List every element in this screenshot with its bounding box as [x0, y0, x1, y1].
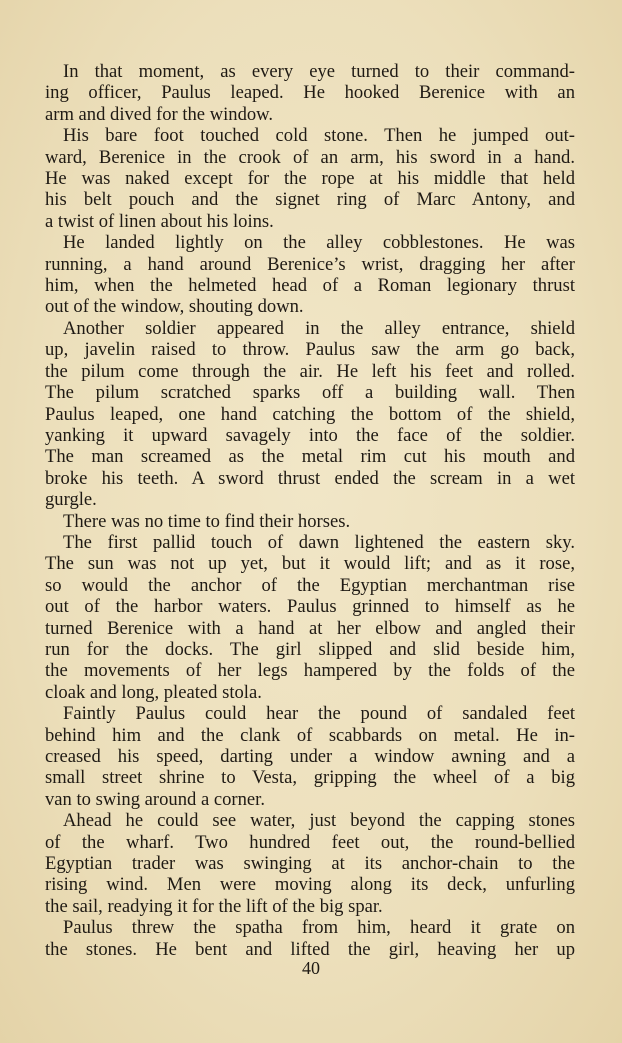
text-line: broke his teeth. A sword thrust ended the scream in a wet — [45, 467, 575, 489]
text-line: so would the anchor of the Egyptian merchantman rise — [45, 574, 575, 596]
paragraph — [45, 511, 575, 532]
text-line: turned Berenice with a hand at her elbow and angled their — [45, 617, 575, 639]
text-line: out of the window, shouting down. — [45, 296, 304, 318]
paragraph — [45, 61, 575, 125]
text-line: Ahead he could see water, just beyond the capping stones — [63, 810, 575, 832]
text-line: the sail, readying it for the lift of the big spar. — [45, 895, 383, 917]
paragraph — [45, 917, 575, 960]
text-line: up, javelin raised to throw. Paulus saw the arm go back, — [45, 339, 575, 361]
text-line: Paulus leaped, one hand catching the bottom of the shield, — [45, 403, 575, 425]
paragraph — [45, 318, 575, 511]
paragraph — [45, 532, 575, 703]
text-line: He was naked except for the rope at his middle that held — [45, 168, 575, 190]
text-line: cloak and long, pleated stola. — [45, 681, 262, 703]
text-line: gurgle. — [45, 489, 97, 511]
text-line: running, a hand around Berenice’s wrist, dragging her after — [45, 253, 575, 275]
text-line: There was no time to find their horses. — [63, 510, 351, 532]
text-line: the stones. He bent and lifted the girl, heaving her up — [45, 938, 575, 960]
body-text — [45, 61, 575, 960]
text-line: ing officer, Paulus leaped. He hooked Berenice with an — [45, 82, 575, 104]
text-line: He landed lightly on the alley cobblestones. He was — [63, 232, 575, 254]
paragraph — [45, 125, 575, 232]
text-line: the movements of her legs hampered by the folds of the — [45, 660, 575, 682]
text-line: the pilum come through the air. He left his feet and rolled. — [45, 360, 575, 382]
text-line: out of the harbor waters. Paulus grinned to himself as he — [45, 596, 575, 618]
text-line: Egyptian trader was swinging at its anchor-chain to the — [45, 853, 575, 875]
text-line: rising wind. Men were moving along its deck, unfurling — [45, 874, 575, 896]
text-line: yanking it upward savagely into the face of the soldier. — [45, 424, 575, 446]
page-number: 40 — [302, 958, 320, 978]
text-line: The first pallid touch of dawn lightened the eastern sky. — [63, 531, 575, 553]
text-line: Paulus threw the spatha from him, heard it grate on — [63, 917, 575, 939]
text-line: The man screamed as the metal rim cut his mouth and — [45, 446, 575, 468]
text-line: his belt pouch and the signet ring of Marc Antony, and — [45, 189, 575, 211]
text-line: him, when the helmeted head of a Roman legionary thrust — [45, 275, 575, 297]
text-line: small street shrine to Vesta, gripping the wheel of a big — [45, 767, 575, 789]
text-line: creased his speed, darting under a window awning and a — [45, 746, 575, 767]
paragraph — [45, 232, 575, 318]
text-line: Another soldier appeared in the alley entrance, shield — [63, 317, 575, 339]
text-line: of the wharf. Two hundred feet out, the round-bellied — [45, 831, 575, 853]
text-line: The pilum scratched sparks off a building wall. Then — [45, 382, 575, 404]
paragraph — [45, 703, 575, 810]
text-line: van to swing around a corner. — [45, 788, 265, 810]
text-line: The sun was not up yet, but it would lift; and as it rose, — [45, 553, 575, 575]
text-line: Faintly Paulus could hear the pound of sandaled feet — [63, 703, 575, 725]
paragraph — [45, 810, 575, 917]
text-line: In that moment, as every eye turned to their command- — [63, 61, 575, 82]
text-line: arm and dived for the window. — [45, 103, 274, 125]
text-line: behind him and the clank of scabbards on metal. He in- — [45, 724, 575, 746]
text-line: ward, Berenice in the crook of an arm, his sword in a hand. — [45, 146, 575, 168]
text-line: His bare foot touched cold stone. Then he jumped out- — [63, 125, 575, 147]
text-line: a twist of linen about his loins. — [45, 210, 274, 232]
text-line: run for the docks. The girl slipped and slid beside him, — [45, 638, 575, 660]
